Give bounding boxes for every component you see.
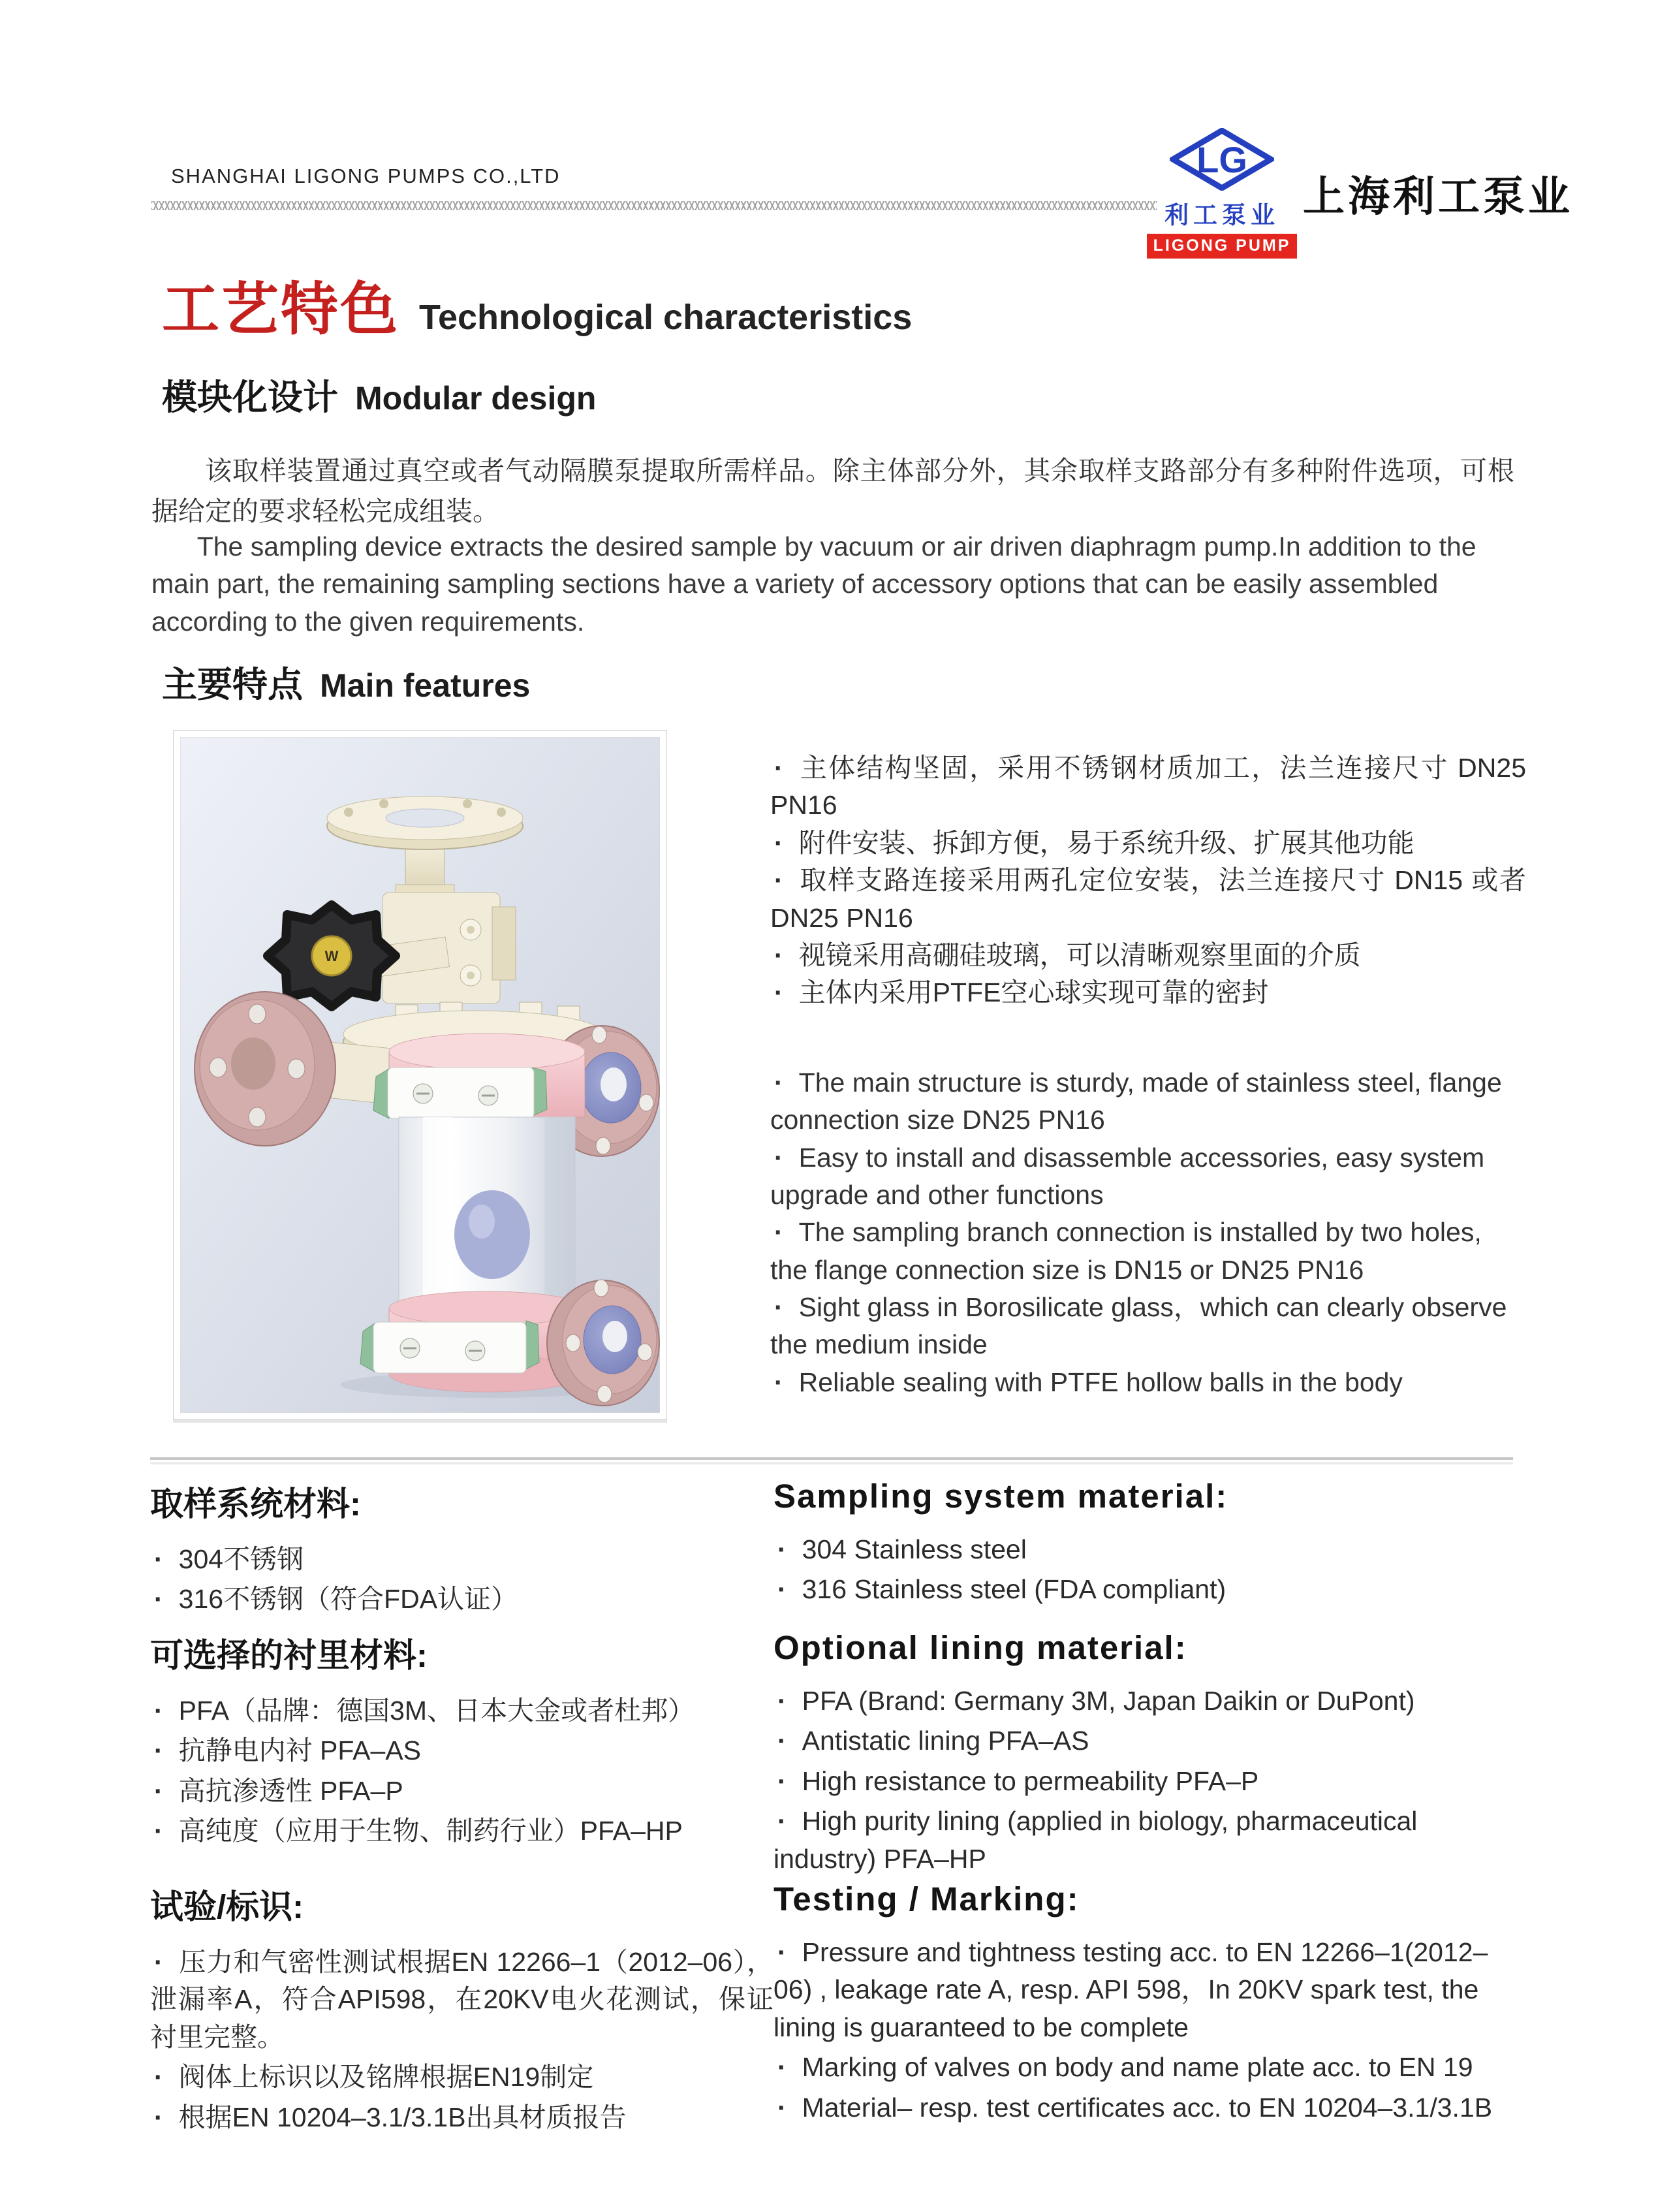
list-item: · Material– resp. test certificates acc. to EN 10204–3.1/3.1B xyxy=(773,2089,1516,2126)
list-item: · PFA（品牌：德国3M、日本大金或者杜邦） xyxy=(150,1692,773,1730)
logo-banner: LIGONG PUMP xyxy=(1147,234,1298,259)
modular-paragraph-en: The sampling device extracts the desired sample by vacuum or air driven diaphragm pump.In addition to the main part, the remaining sampling sections have a variety of accessory options that can be easily assembled according to the given requirements. xyxy=(151,531,1476,637)
testing-en xyxy=(773,1880,1516,2139)
lg-diamond-icon xyxy=(1170,128,1274,194)
list-item: · 抗静电内衬 PFA–AS xyxy=(150,1732,773,1769)
testing-list-en xyxy=(773,1934,1516,2126)
page-title xyxy=(162,264,912,346)
brand-name-cn: 上海利工泵业 xyxy=(1303,173,1573,220)
list-item: · Sight glass in Borosilicate glass，which can clearly observe the medium inside xyxy=(770,1289,1526,1364)
ligong-logo xyxy=(1153,128,1291,259)
list-item: · 阀体上标识以及铭牌根据EN19制定 xyxy=(150,2059,773,2096)
brand-block xyxy=(1153,128,1573,259)
list-item: · 附件安装、拆卸方便，易于系统升级、扩展其他功能 xyxy=(770,825,1526,862)
list-item: · 取样支路连接采用两孔定位安装，法兰连接尺寸 DN15 或者 DN25 PN16 xyxy=(770,862,1526,937)
modular-heading-en: Modular design xyxy=(355,380,597,417)
list-item: · 主体结构坚固，采用不锈钢材质加工，法兰连接尺寸 DN25 PN16 xyxy=(770,750,1526,825)
page-title-cn: 工艺特色 xyxy=(162,277,400,341)
list-item: · 304 Stainless steel xyxy=(773,1531,1516,1568)
list-item: · The sampling branch connection is installed by two holes, the flange connection size is DN15 or DN25 PN16 xyxy=(770,1214,1526,1289)
list-item: · 304不锈钢 xyxy=(150,1541,773,1578)
list-item: · 主体内采用PTFE空心球实现可靠的密封 xyxy=(770,974,1526,1011)
main-features-heading xyxy=(162,657,530,707)
logo-cn-text: 利工泵业 xyxy=(1164,202,1279,229)
features-heading-cn: 主要特点 xyxy=(162,665,303,704)
list-item: · The main structure is sturdy, made of stainless steel, flange connection size DN25 PN16 xyxy=(770,1064,1526,1139)
list-item: · Antistatic lining PFA–AS xyxy=(773,1722,1516,1760)
specs-section xyxy=(150,1477,1516,2139)
features-bullets xyxy=(770,750,1526,1401)
lining-heading-en: Optional lining material: xyxy=(773,1629,1187,1666)
materials-heading-en: Sampling system material: xyxy=(773,1477,1228,1515)
testing-list-cn xyxy=(150,1944,773,2136)
lining-en xyxy=(773,1628,1516,1880)
list-item: · High resistance to permeability PFA–P xyxy=(773,1763,1516,1800)
list-item: · 316不锈钢（符合FDA认证） xyxy=(150,1581,773,1618)
lining-heading-cn: 可选择的衬里材料: xyxy=(150,1637,428,1674)
features-heading-en: Main features xyxy=(320,667,531,704)
testing-heading-en: Testing / Marking: xyxy=(773,1880,1080,1918)
features-list-cn xyxy=(770,750,1526,1012)
list-item: · 高纯度（应用于生物、制药行业）PFA–HP xyxy=(150,1812,773,1850)
materials-heading-cn: 取样系统材料: xyxy=(150,1485,361,1523)
page-title-en: Technological characteristics xyxy=(419,298,913,337)
list-item: · 视镜采用高硼硅玻璃，可以清晰观察里面的介质 xyxy=(770,937,1526,974)
lining-cn xyxy=(150,1628,773,1880)
materials-en xyxy=(773,1477,1516,1628)
chevron-divider xyxy=(151,201,1157,210)
list-item: · PFA (Brand: Germany 3M, Japan Daikin or DuPont) xyxy=(773,1683,1516,1720)
lining-list-en xyxy=(773,1683,1516,1878)
list-item: · 高抗渗透性 PFA–P xyxy=(150,1773,773,1810)
lining-list-cn xyxy=(150,1692,773,1850)
sampling-valve-illustration xyxy=(180,737,660,1413)
testing-cn xyxy=(150,1880,773,2139)
svg-text:LG: LG xyxy=(1196,139,1247,180)
list-item: · 根据EN 10204–3.1/3.1B出具材质报告 xyxy=(150,2099,773,2136)
company-name: SHANGHAI LIGONG PUMPS CO.,LTD xyxy=(171,165,561,187)
list-item: · Marking of valves on body and name plate acc. to EN 19 xyxy=(773,2049,1516,2086)
modular-heading-cn: 模块化设计 xyxy=(162,378,338,417)
features-list-en xyxy=(770,1064,1526,1402)
materials-list-cn xyxy=(150,1541,773,1619)
list-item: · 316 Stainless steel (FDA compliant) xyxy=(773,1571,1516,1608)
section-divider xyxy=(150,1457,1513,1460)
list-item: · High purity lining (applied in biology, pharmaceutical industry) PFA–HP xyxy=(773,1803,1516,1878)
product-image-frame xyxy=(173,730,667,1420)
modular-paragraph-cn: 该取样装置通过真空或者气动隔膜泵提取所需样品。除主体部分外，其余取样支路部分有多种附件选项，可根据给定的要求轻松完成组装。 xyxy=(151,456,1514,526)
list-item: · Reliable sealing with PTFE hollow balls in the body xyxy=(770,1364,1526,1401)
list-item: · Easy to install and disassemble accessories, easy system upgrade and other functions xyxy=(770,1139,1526,1214)
list-item: · 压力和气密性测试根据EN 12266–1（2012–06），泄漏率A，符合API598，在20KV电火花测试，保证衬里完整。 xyxy=(150,1944,773,2056)
materials-cn xyxy=(150,1477,773,1628)
testing-heading-cn: 试验/标识: xyxy=(150,1888,304,1925)
materials-list-en xyxy=(773,1531,1516,1609)
list-item: · Pressure and tightness testing acc. to EN 12266–1(2012–06) , leakage rate A, resp. API 598，In 20KV spark test, the lining is guaranteed to be complete xyxy=(773,1934,1516,2046)
modular-design-heading xyxy=(162,370,596,420)
svg-text:W: W xyxy=(324,948,339,964)
